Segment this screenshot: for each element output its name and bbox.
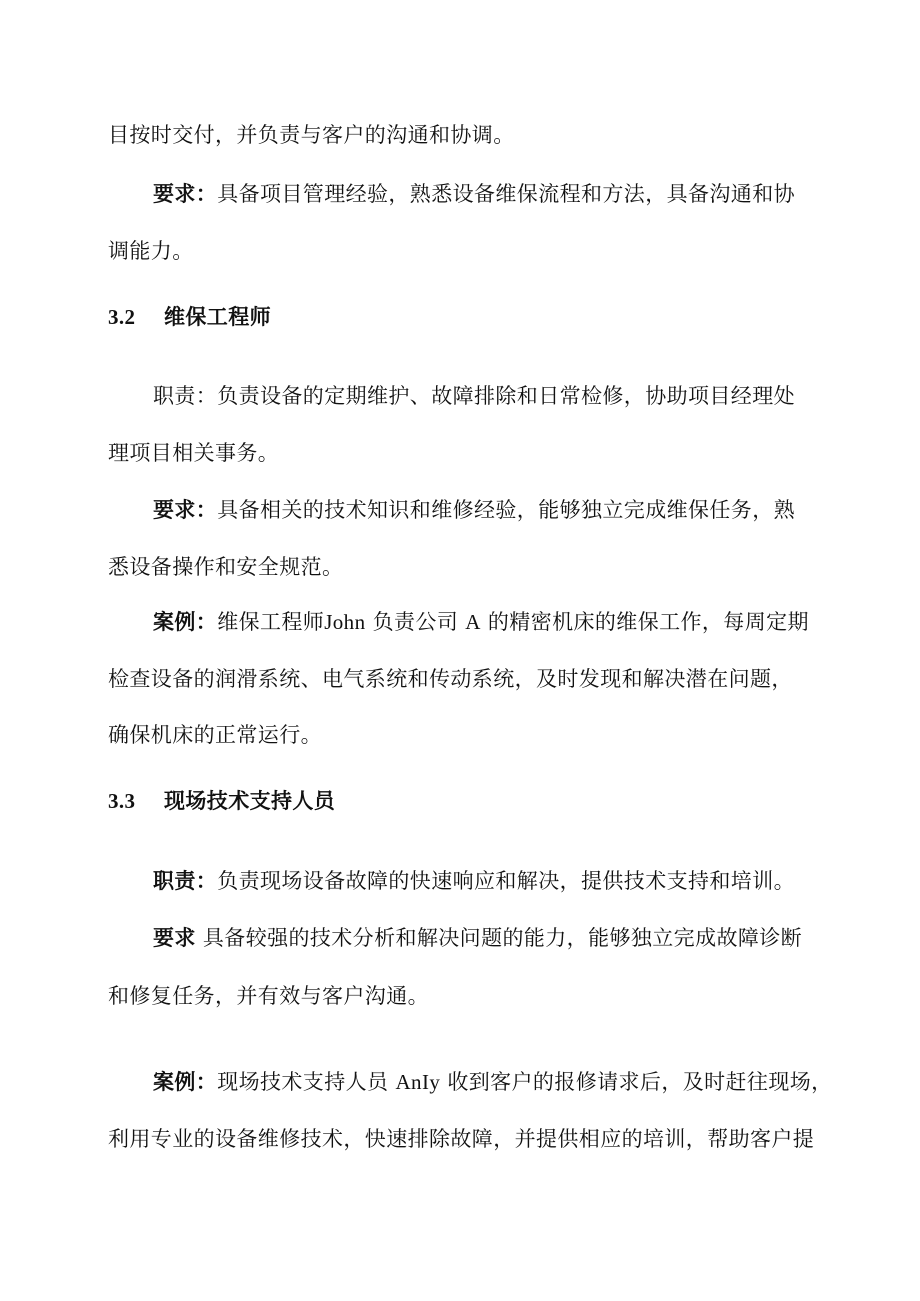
section-number: 3.3 (108, 789, 136, 813)
text: 收到客户的报修请求后，及时赶往现场， (447, 1070, 833, 1094)
text: 理项目相关事务。 (108, 441, 280, 465)
text: 悉设备操作和安全规范。 (108, 555, 344, 579)
case-label: 案例： (153, 609, 218, 634)
case-label: 案例： (153, 1069, 218, 1094)
case-paragraph (153, 608, 828, 636)
paragraph-line (108, 237, 828, 265)
case-paragraph (153, 1068, 833, 1096)
duty-paragraph (153, 867, 828, 895)
section-title: 现场技术支持人员 (164, 788, 336, 813)
text: 目按时交付，并负责与客户的沟通和协调。 (108, 123, 515, 147)
text: 的精密机床的维保工作，每周定期 (487, 610, 809, 634)
duty-label: 职责： (153, 868, 218, 893)
paragraph-line (108, 439, 828, 467)
requirement-label: 要求： (153, 497, 218, 522)
person-name: John (324, 610, 366, 634)
paragraph-line (108, 121, 828, 149)
company-name: A (465, 610, 481, 634)
text: 维保工程师 (217, 610, 325, 634)
text: 具备项目管理经验，熟悉设备维保流程和方法，具备沟通和协 (217, 182, 796, 206)
section-heading-3-2 (108, 303, 828, 331)
requirement-label: 要求 (153, 925, 196, 950)
text: 调能力。 (108, 239, 194, 263)
requirement-paragraph (153, 180, 828, 208)
text: 负责现场设备故障的快速响应和解决，提供技术支持和培训。 (217, 869, 796, 893)
text: 检查设备的润滑系统、电气系统和传动系统，及时发现和解决潜在问题， (108, 667, 793, 691)
paragraph-line (108, 665, 828, 693)
duty-paragraph (153, 382, 828, 410)
requirement-paragraph (153, 924, 828, 952)
paragraph-line (108, 1125, 828, 1153)
section-number: 3.2 (108, 305, 136, 329)
text: 确保机床的正常运行。 (108, 723, 322, 747)
paragraph-line (108, 553, 828, 581)
section-title: 维保工程师 (164, 304, 271, 329)
duty-label: 职责： (153, 384, 218, 408)
text: 负责设备的定期维护、故障排除和日常检修，协助项目经理处 (217, 384, 796, 408)
text: 和修复任务，并有效与客户沟通。 (108, 984, 429, 1008)
requirement-paragraph (153, 496, 828, 524)
section-heading-3-3 (108, 787, 828, 815)
text: 具备较强的技术分析和解决问题的能力，能够独立完成故障诊断 (195, 926, 803, 950)
text: 现场技术支持人员 (217, 1070, 389, 1094)
requirement-label: 要求： (153, 181, 218, 206)
text: 利用专业的设备维修技术，快速排除故障，并提供相应的培训，帮助客户提 (108, 1127, 815, 1151)
text: 负责公司 (372, 610, 459, 634)
text: 具备相关的技术知识和维修经验，能够独立完成维保任务，熟 (217, 498, 796, 522)
paragraph-line (108, 982, 828, 1010)
person-name: AnIy (395, 1070, 441, 1094)
paragraph-line (108, 721, 828, 749)
